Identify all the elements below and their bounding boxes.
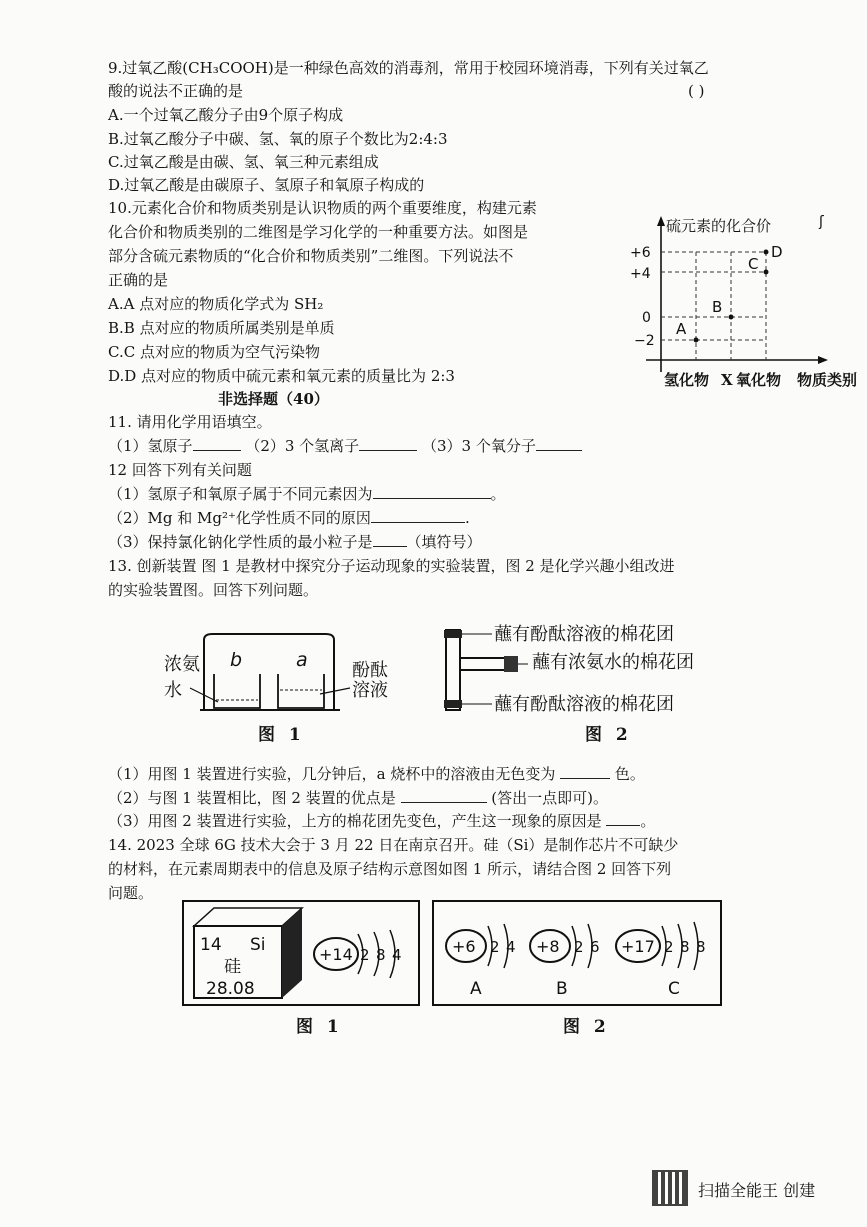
q11-part1: （1）氢原子 [108, 437, 193, 455]
q13-sub3-end: 。 [640, 812, 656, 830]
q13-figure2 [436, 624, 816, 718]
fig1-label-phenol-2: 溶液 [352, 680, 388, 701]
bell-jar [204, 634, 334, 710]
atom-a-shell-1-count: 2 [490, 938, 500, 956]
q14-fig2-caption: 图 2 [563, 1017, 610, 1037]
q9-option-b: B.过氧乙酸分子中碳、氢、氧的原子个数比为2:4:3 [108, 130, 448, 148]
q14-stem-line3: 问题。 [108, 884, 154, 902]
q13-blank2[interactable] [401, 788, 487, 803]
qr-code-icon [652, 1170, 688, 1206]
si-shell-3-count: 4 [392, 946, 402, 964]
fig1-label-phenol-1: 酚酞 [352, 660, 388, 681]
beaker-b-label: b [230, 649, 243, 671]
element-number: 14 [200, 935, 222, 955]
q13-fig2-caption: 图 2 [585, 725, 632, 745]
q13-sub2-end: (答出一点即可)。 [491, 789, 608, 807]
q13-stem-line2: 的实验装置图。回答下列问题。 [108, 581, 319, 599]
q9-option-c: C.过氧乙酸是由碳、氢、氧三种元素组成 [108, 153, 379, 171]
si-shell-2-count: 8 [376, 946, 386, 964]
q14-figure2 [432, 900, 724, 1008]
chart-point-a-label: A [676, 320, 687, 338]
q12-part3-text: （3）保持氯化钠化学性质的最小粒子是 [108, 533, 373, 551]
q13-sub1-text: （1）用图 1 装置进行实验，几分钟后，a 烧杯中的溶液由无色变为 [108, 765, 556, 783]
chart-point-a [694, 338, 699, 343]
q12-part3-end: （填符号） [406, 533, 482, 551]
q9-option-a: A.一个过氧乙酸分子由9个原子构成 [108, 106, 344, 124]
atom-b-charge: +8 [536, 937, 560, 956]
q11-stem: 11. 请用化学用语填空。 [108, 413, 272, 431]
q14-figure1 [182, 900, 422, 1008]
q10-option-b: B.B 点对应的物质所属类别是单质 [108, 319, 335, 337]
chart-ytick-zero: 0 [642, 310, 651, 326]
element-card-side [282, 908, 302, 998]
chart-x-label-hydride: 氢化物 [664, 371, 710, 389]
sulfur-valence-chart [626, 212, 860, 392]
top-cotton [444, 630, 462, 638]
q13-sub3 [108, 810, 655, 832]
atom-c-charge: +17 [621, 937, 655, 956]
section-title: 非选择题（40） [218, 390, 329, 408]
fig2-label-mid: 蘸有浓氨水的棉花团 [532, 652, 694, 673]
atom-c-shell-3-count: 8 [696, 938, 706, 956]
q11-blank3[interactable] [536, 436, 582, 451]
q12-blank3[interactable] [373, 532, 407, 547]
q11-blank1[interactable] [193, 436, 241, 451]
chart-point-c-label: C [748, 255, 759, 273]
chart-ytick-plus4: +4 [630, 266, 651, 282]
chart-y-label-mark: ʃ [819, 214, 824, 230]
atom-b-shell-1-count: 2 [574, 938, 584, 956]
q13-sub2 [108, 787, 608, 809]
q12-blank1[interactable] [373, 484, 491, 499]
q12-part1-end: 。 [490, 485, 506, 503]
q14-fig1-caption: 图 1 [296, 1017, 343, 1037]
side-tube [460, 658, 510, 670]
q13-blank1[interactable] [560, 764, 610, 779]
q13-fig1-caption: 图 1 [258, 725, 305, 745]
q13-sub1-end: 色。 [614, 765, 645, 783]
q13-stem-line1: 13. 创新装置 图 1 是教材中探究分子运动现象的实验装置，图 2 是化学兴趣小组改进 [108, 557, 675, 575]
chart-ytick-plus6: +6 [630, 245, 651, 261]
q12-stem: 12 回答下列有关问题 [108, 461, 252, 479]
q11-part3: （3）3 个氧分子 [421, 437, 536, 455]
side-cotton-stopper [504, 656, 518, 672]
q9-answer-bracket: ( ) [688, 82, 705, 100]
q13-figure1 [160, 630, 420, 720]
q14-stem-line2: 的材料，在元素周期表中的信息及原子结构示意图如图 1 所示，请结合图 2 回答下列 [108, 860, 672, 878]
q10-stem-line3: 部分含硫元素物质的“化合价和物质类别”二维图。下列说法不 [108, 247, 514, 265]
atom-b-label: B [556, 979, 568, 999]
q10-option-c: C.C 点对应的物质为空气污染物 [108, 343, 320, 361]
chart-x-label-x: X [721, 371, 733, 389]
q12-part2-end: . [464, 509, 470, 527]
si-nucleus-charge: +14 [319, 945, 353, 964]
chart-point-d-label: D [771, 243, 783, 261]
fig1-label-ammonia-2: 水 [164, 680, 182, 701]
q10-option-a: A.A 点对应的物质化学式为 SH₂ [108, 295, 324, 313]
q13-sub1 [108, 763, 645, 785]
si-shell-1-count: 2 [360, 946, 370, 964]
chart-y-arrow [657, 216, 665, 226]
q12-part2-text: （2）Mg 和 Mg²⁺化学性质不同的原因 [108, 509, 371, 527]
chart-x-arrow [818, 356, 828, 364]
q11-blank2[interactable] [359, 436, 417, 451]
q10-stem-line1: 10.元素化合价和物质类别是认识物质的两个重要维度，构建元素 [108, 199, 537, 217]
chart-x-label-category: 物质类别 [797, 371, 858, 389]
atom-c-shell-1-count: 2 [664, 938, 674, 956]
q12-part2 [108, 507, 470, 529]
atom-a-charge: +6 [452, 937, 476, 956]
chart-x-label-oxide: 氧化物 [736, 371, 782, 389]
q14-stem-line1: 14. 2023 全球 6G 技术大会于 3 月 22 日在南京召开。硅（Si）是制作芯片不可缺少 [108, 836, 679, 854]
chart-y-label: 硫元素的化合价 [666, 217, 772, 235]
q9-stem-line1: 9.过氧乙酸(CH₃COOH)是一种绿色高效的消毒剂，常用于校园环境消毒，下列有关过氧乙 [108, 59, 709, 77]
q12-part3 [108, 531, 482, 553]
bottom-cotton [444, 700, 462, 708]
chart-point-b [729, 315, 734, 320]
q13-sub2-text: （2）与图 1 装置相比，图 2 装置的优点是 [108, 789, 396, 807]
beaker-b [214, 674, 260, 708]
atom-a-shell-2-count: 4 [506, 938, 516, 956]
q10-stem-line4: 正确的是 [108, 271, 169, 289]
q12-blank2[interactable] [371, 508, 465, 523]
element-name: 硅 [224, 957, 241, 977]
q9-option-d: D.过氧乙酸是由碳原子、氢原子和氧原子构成的 [108, 176, 425, 194]
atom-c-label: C [668, 979, 680, 999]
q11-parts [108, 435, 582, 457]
fig2-label-top: 蘸有酚酞溶液的棉花团 [494, 624, 674, 645]
chart-point-b-label: B [712, 298, 723, 316]
atom-c-shell-2-count: 8 [680, 938, 690, 956]
chart-point-c [764, 270, 769, 275]
q9-stem-line2: 酸的说法不正确的是 [108, 82, 244, 100]
element-mass: 28.08 [206, 979, 255, 999]
q12-part1-text: （1）氢原子和氧原子属于不同元素因为 [108, 485, 373, 503]
vertical-tube [446, 630, 460, 710]
q13-blank3[interactable] [606, 811, 640, 826]
q10-option-d: D.D 点对应的物质中硫元素和氧元素的质量比为 2:3 [108, 367, 455, 385]
fig2-label-bot: 蘸有酚酞溶液的棉花团 [494, 694, 674, 715]
q11-part2: （2）3 个氢离子 [245, 437, 360, 455]
atom-a-label: A [470, 979, 482, 999]
atom-b-shell-2-count: 6 [590, 938, 600, 956]
scanner-watermark: 扫描全能王 创建 [698, 1181, 816, 1200]
q13-sub3-text: （3）用图 2 装置进行实验，上方的棉花团先变色，产生这一现象的原因是 [108, 812, 602, 830]
beaker-a [278, 674, 324, 708]
chart-ytick-minus2: −2 [634, 333, 655, 349]
fig1-label-ammonia-1: 浓氨 [164, 654, 200, 675]
beaker-a-label: a [296, 649, 308, 671]
chart-point-d [764, 250, 769, 255]
element-symbol: Si [250, 935, 266, 955]
q12-part1 [108, 483, 506, 505]
q10-stem-line2: 化合价和物质类别的二维图是学习化学的一种重要方法。如图是 [108, 223, 529, 241]
